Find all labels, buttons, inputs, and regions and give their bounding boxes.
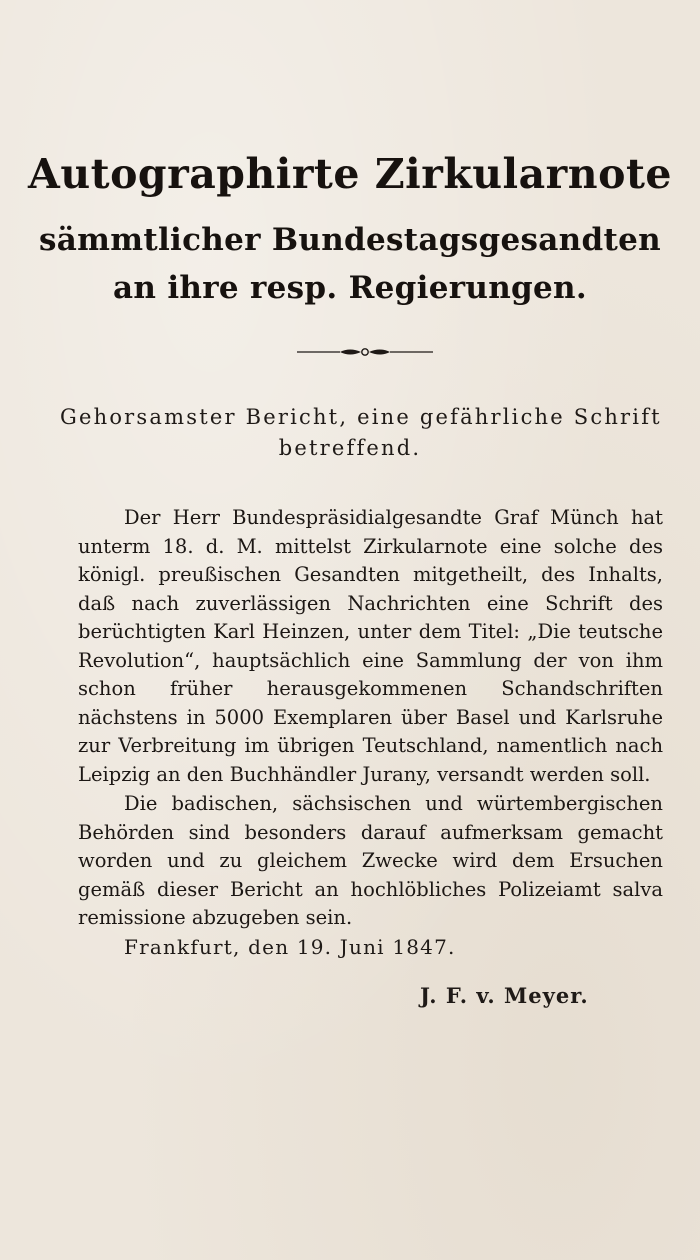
document-subtitle-line-1: sämmtlicher Bundestagsgesandten [39, 222, 661, 258]
body-paragraph-1: Der Herr Bundespräsidialgesandte Graf Münch hat unterm 18. d. M. mittelst Zirkularnote eine solche des königl. preußischen Gesandten mitgetheilt, des Inhalts, daß nach zuverlässigen Nachrichten eine Schrift des berüchtigten Karl Heinzen, unter dem Titel: „Die teutsche Revolution“, hauptsächlich eine Sammlung der von ihm schon früher herausgekommenen Schandschriften nächstens in 5000 Exemplaren über Basel und Karlsruhe zur Verbreitung im übrigen Teutschland, namentlich nach Leipzig an den Buchhändler Jurany, versandt werden soll. [78, 506, 663, 786]
document-title: Autographirte Zirkularnote [28, 150, 672, 198]
signature: J. F. v. Meyer. [420, 983, 589, 1008]
place-date-line: Frankfurt, den 19. Juni 1847. [124, 935, 456, 959]
document-subtitle-line-2: an ihre resp. Regierungen. [113, 270, 587, 306]
body-paragraph-2: Die badischen, sächsischen und würtembergischen Behörden sind besonders darauf aufmerksam gemacht worden und zu gleichem Zwecke wird dem Ersuchen gemäß dieser Bericht an hochlöbliches Polizeiamt salva remissione abzugeben sein. [78, 792, 663, 929]
subject-line-2: betreffend. [278, 436, 422, 460]
subject-line-1: Gehorsamster Bericht, eine gefährliche Schrift [60, 405, 662, 429]
decorative-rule-icon [295, 343, 435, 361]
